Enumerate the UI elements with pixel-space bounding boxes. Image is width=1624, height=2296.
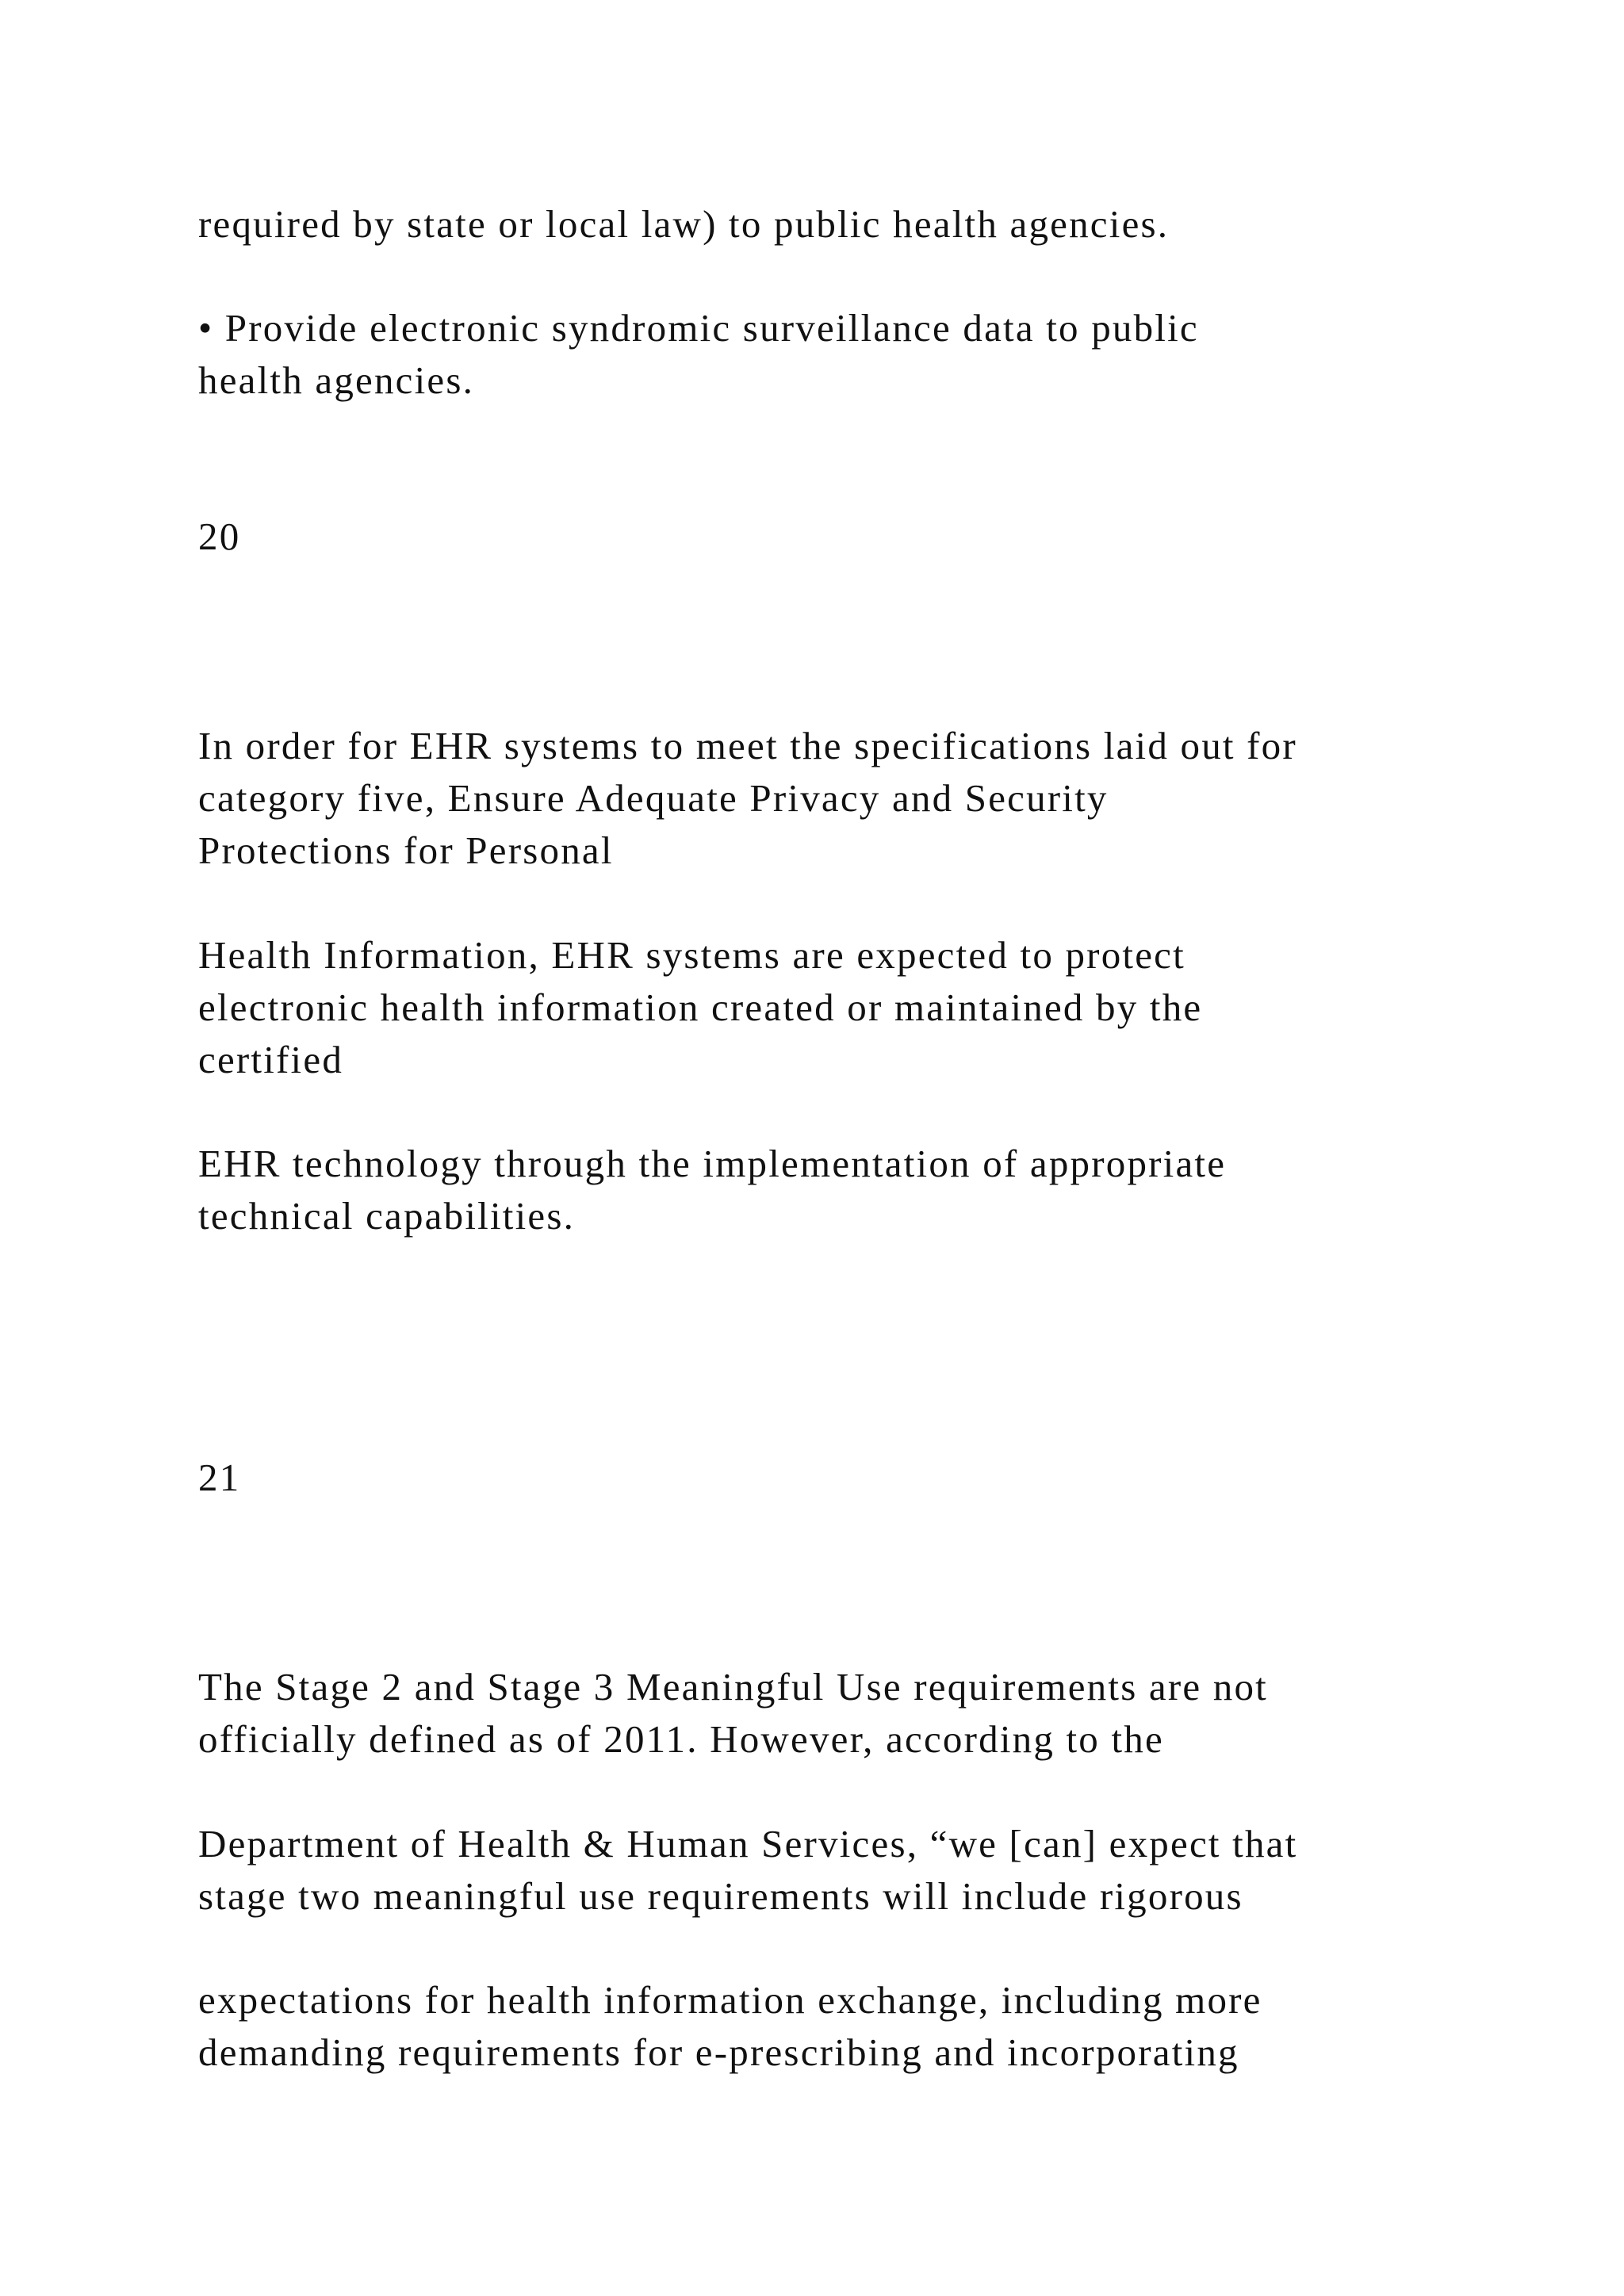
text-line: electronic health information created or maintained by the [198,985,1203,1029]
page-number: 21 [198,1456,241,1499]
page-number: 20 [198,515,241,558]
text-line: Department of Health & Human Services, “we [can] expect that [198,1822,1298,1866]
text-line: required by state or local law) to public health agencies. [198,202,1170,246]
bullet-item-text: • Provide electronic syndromic surveillance data to public [198,306,1199,350]
text-line: health agencies. [198,358,475,402]
text-line: In order for EHR systems to meet the specifications laid out for [198,724,1297,767]
text-line: stage two meaningful use requirements will include rigorous [198,1874,1243,1918]
text-line: expectations for health information exchange, including more [198,1978,1262,2022]
text-line: demanding requirements for e-prescribing and incorporating [198,2030,1239,2074]
text-line: technical capabilities. [198,1194,576,1238]
text-line: The Stage 2 and Stage 3 Meaningful Use requirements are not [198,1665,1268,1709]
text-line: Health Information, EHR systems are expected to protect [198,933,1185,977]
text-line: EHR technology through the implementation of appropriate [198,1142,1227,1185]
text-line: category five, Ensure Adequate Privacy and Security [198,776,1109,820]
text-line: Protections for Personal [198,828,614,872]
text-line: certified [198,1038,344,1081]
text-line: officially defined as of 2011. However, according to the [198,1717,1164,1761]
